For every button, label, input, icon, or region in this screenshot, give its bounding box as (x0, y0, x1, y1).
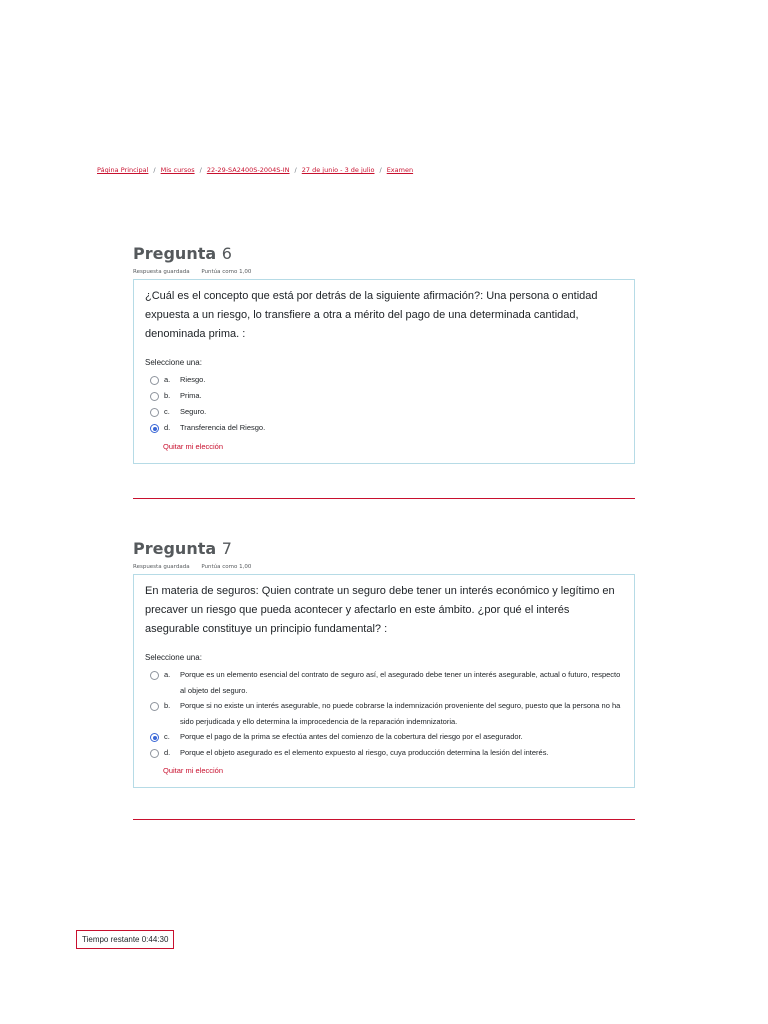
option-letter: c. (164, 407, 170, 416)
option-letter: b. (164, 701, 171, 710)
answer-option-c[interactable] (145, 404, 623, 420)
option-text: Porque si no existe un interés asegurable, no puede cobrarse la indemnización proveniente del seguro, puesto que la persona no ha sido perjudicada y ello determina la improcedencia de la reparación indemnizatoria. (180, 701, 621, 726)
answer-option-b[interactable] (145, 388, 623, 404)
question-divider (133, 819, 635, 820)
radio-button[interactable] (150, 671, 159, 680)
answer-option-a[interactable] (145, 667, 623, 698)
clear-choice-link[interactable]: Quitar mi elección (163, 442, 224, 451)
breadcrumb-separator: / (153, 166, 156, 174)
radio-button[interactable] (150, 392, 159, 401)
breadcrumb-exam[interactable]: Examen (386, 166, 414, 174)
radio-button-selected[interactable] (150, 424, 159, 433)
question-number: 6 (221, 244, 232, 263)
question-title (133, 244, 635, 263)
option-text: Seguro. (180, 407, 207, 416)
time-remaining: Tiempo restante 0:44:30 (76, 930, 174, 949)
question-title (133, 539, 635, 558)
answer-option-a[interactable] (145, 372, 623, 388)
option-letter: d. (164, 423, 171, 432)
answer-option-d[interactable] (145, 745, 623, 761)
question-state: Respuesta guardada (133, 564, 190, 570)
question-mark: Puntúa como 1,00 (201, 269, 252, 275)
answer-option-c[interactable] (145, 729, 623, 745)
question-text: ¿Cuál es el concepto que está por detrás de la siguiente afirmación?: Una persona o entidad expuesta a un riesgo, lo transfiere a otra a mérito del pago de una determinada cantidad, denominada prima. : (145, 290, 598, 340)
option-letter: c. (164, 732, 170, 741)
answer-prompt: Seleccione una: (145, 358, 202, 367)
answer-option-b[interactable] (145, 698, 623, 729)
radio-button[interactable] (150, 408, 159, 417)
question-7 (133, 539, 635, 788)
radio-button-selected[interactable] (150, 733, 159, 742)
question-content (133, 574, 635, 788)
clear-choice-link[interactable]: Quitar mi elección (163, 766, 224, 775)
radio-button[interactable] (150, 376, 159, 385)
breadcrumb-my-courses[interactable]: Mis cursos (160, 166, 195, 174)
question-number: 7 (221, 539, 232, 558)
breadcrumb-separator: / (199, 166, 202, 174)
breadcrumb-course[interactable]: 22-29-SA2400S-2004S-IN (206, 166, 290, 174)
question-mark: Puntúa como 1,00 (201, 564, 252, 570)
breadcrumb-separator: / (294, 166, 297, 174)
option-text: Porque el pago de la prima se efectúa antes del comienzo de la cobertura del riesgo por el asegurador. (180, 732, 523, 741)
question-title-word: Pregunta (133, 539, 217, 558)
breadcrumb-separator: / (379, 166, 382, 174)
radio-button[interactable] (150, 702, 159, 711)
radio-button[interactable] (150, 749, 159, 758)
option-text: Prima. (180, 391, 202, 400)
option-text: Porque el objeto asegurado es el elemento expuesto al riesgo, cuya producción determina la lesión del interés. (180, 747, 549, 757)
option-text: Riesgo. (180, 375, 206, 384)
question-6 (133, 244, 635, 464)
breadcrumb-home[interactable]: Página Principal (97, 166, 149, 174)
question-content (133, 279, 635, 464)
answer-prompt: Seleccione una: (145, 653, 202, 662)
question-state: Respuesta guardada (133, 269, 190, 275)
option-text: Porque es un elemento esencial del contrato de seguro así, el asegurado debe tener un interés asegurable, actual o futuro, respecto al objeto del seguro. (180, 670, 621, 695)
breadcrumb-section[interactable]: 27 de junio - 3 de julio (301, 166, 375, 174)
question-info (133, 269, 635, 279)
breadcrumb (97, 166, 413, 174)
question-title-word: Pregunta (133, 244, 217, 263)
option-letter: d. (164, 747, 171, 757)
option-letter: b. (164, 391, 171, 400)
question-divider (133, 498, 635, 499)
option-letter: a. (164, 375, 171, 384)
option-text: Transferencia del Riesgo. (180, 423, 266, 432)
question-text: En materia de seguros: Quien contrate un seguro debe tener un interés económico y legítimo en precaver un riesgo que pueda acontecer y afectarlo en este ámbito. ¿por qué el interés asegurable constituye un principio fundamental? : (145, 585, 615, 635)
question-info (133, 564, 635, 574)
option-letter: a. (164, 670, 171, 679)
answer-option-d[interactable] (145, 420, 623, 436)
